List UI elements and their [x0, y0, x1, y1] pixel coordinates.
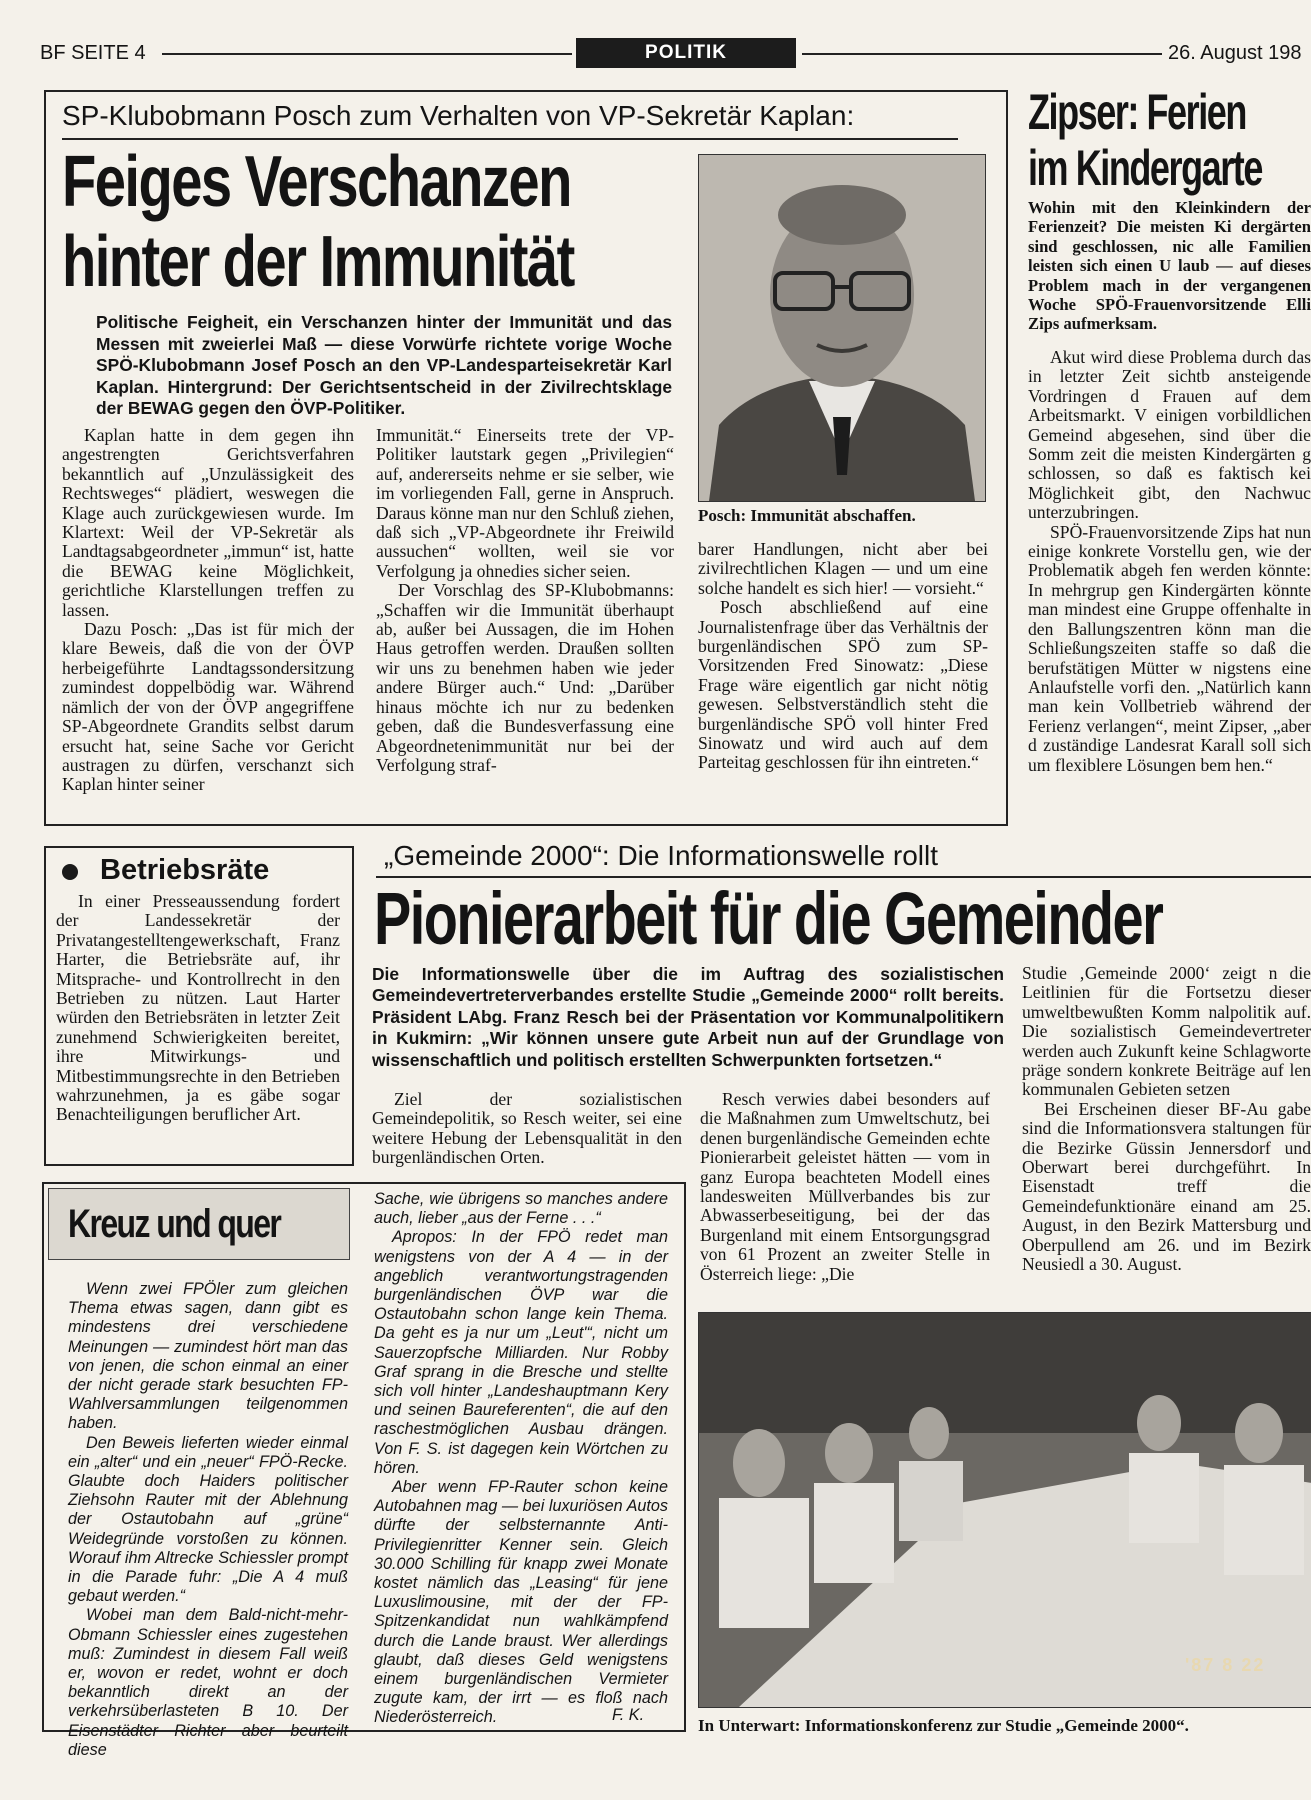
kreuz-col2-para-3: Aber wenn FP-Rauter schon keine Autobahnen mag — bei luxuriösen Autos dürfte der selbsternannte Anti-Privilegienritter Kenner sein. Gleich 30.000 Schilling für knapp zwei Monate kostet nämlich das „Leasing“ für jene Luxuslimousine, mit der der FP-Spitzenkandidat nun wahlkämpfend durch die Lande braust. Wer allerdings glaubt, daß dieses Geld wenigstens einem burgenländischen Vermieter zugute kam, der irrt — es floß nach Niederösterreich. [374, 1478, 668, 1727]
lead-kicker-rule [62, 138, 958, 140]
posch-portrait-drawing [699, 155, 985, 501]
gemeinde-kicker: „Gemeinde 2000“: Die Informationswelle rollt [384, 840, 939, 871]
gemeinde-col1-para: Ziel der sozialistischen Gemeindepolitik, so Resch weiter, sei eine weitere Hebung der Lebensqualität in den burgenländischen Orten. [372, 1089, 682, 1168]
gemeinde-col2-para: Resch verwies dabei besonders auf die Maßnahmen zum Umweltschutz, bei denen burgenländische Gemeinden echte Pionierarbeit geleistet hätten — vom in ganz Europa beachteten Modell eines landesweiten Müllverbandes bis zur Abwasserbeseitigung, bei der das Burgenland mit einem Entsorgungsgrad von 61 Prozent an zweiter Stelle in Österreich liege: „Die [700, 1089, 990, 1284]
conference-photo [698, 1312, 1311, 1708]
header-rule-right [802, 53, 1162, 55]
header-rule-left [162, 53, 572, 55]
side-intro: Wohin mit den Kleinkindern der Ferienzeit? Die meisten Ki dergärten sind geschlossen, nic alle Familien leisten sich einen U laub — auf dieses Problem mach in der vergangenen Woche SPÖ-Frauenvorsitzende Elli Zips aufmerksam. [1028, 198, 1311, 334]
gemeinde-intro: Die Informationswelle über die im Auftrag des sozialistischen Gemeindevertreterverbandes erstellte Studie „Gemeinde 2000“ rollt bereits. Präsident LAbg. Franz Resch bei der Präsentation vor Kommunalpolitikern in Kukmirn: „Wir können unsere gute Arbeit nun auf der Grundlage von wissenschaftlich und politisch erstellten Schwerpunkten fortsetzen.“ [372, 964, 1004, 1070]
kreuz-column-2 [374, 1190, 668, 1728]
side-body [1028, 348, 1311, 832]
kreuz-col1-para-1: Wenn zwei FPÖler zum gleichen Thema etwas sagen, dann gibt es mindestens drei verschiedene Meinungen — zumindest hört man das von jenen, die schon einmal an einer der nicht gerade stark besuchten FP-Wahlversammlungen teilgenommen haben. [68, 1280, 348, 1433]
lead-col2-para-2: Der Vorschlag des SP-Klubobmanns: „Schaffen wir die Immunität überhaupt ab, außer bei Aussagen, die im Hohen Haus getroffen werden. Draußen sollten wir uns zu benehmen haben wie jeder andere Bürger auch.“ Und: „Darüber hinaus möchte ich nur zu bedenken geben, daß die Bundesverfassung eine Abgeordnetenimmunität nur bei der Verfolgung straf- [376, 580, 674, 775]
lead-headline-line2: hinter der Immunität [62, 222, 574, 302]
kreuz-title: Kreuz und quer [68, 1202, 281, 1246]
bullet-icon [62, 864, 78, 880]
lead-kicker: SP-Klubobmann Posch zum Verhalten von VP-Sekretär Kaplan: [62, 100, 855, 131]
side-body-para-2: SPÖ-Frauenvorsitzende Zips hat nun einige konkrete Vorstellu gen, wie der Problematik abgeh fen werden könnte: In mehrgrup gen Kindergärten könnte man mindest eine Gruppe offenhalte in den Ballungszentren könn man die Schließungszeiten staffe so daß die berufstätigen Mütter w nigstens eine Anlaufstelle vorfi den. „Natürlich kann man kein Vollbetrieb während der Ferienz verlangen“, meint Zipser, „aber d zuständige Landesrat Karall soll sich um flexiblere Lösungen bem hen.“ [1028, 521, 1311, 775]
lead-intro: Politische Feigheit, ein Verschanzen hinter der Immunität und das Messen mit zweierlei Maß — diese Vorwürfe richtete vorige Woche SPÖ-Klubobmann Josef Posch an den VP-Landesparteisekretär Karl Kaplan. Hintergrund: Der Gerichtsentscheid in der Zivilrechtsklage der BEWAG gegen den ÖVP-Politiker. [96, 312, 672, 418]
side-headline-line1: Zipser: Ferien [1028, 84, 1246, 140]
photo-date-stamp: '87 8 22 [1185, 1655, 1266, 1675]
lead-col2-para-1: Immunität.“ Einerseits trete der VP-Politiker lautstark gegen „Privilegien“ auf, andererseits nehme er sie selber, wie im vorliegenden Fall, gerne in Anspruch. Daraus könne man nur den Schluß ziehen, daß sich „VP-Abgeordnete ihr Freiwild aussuchen“ wollten, weil sie vor Verfolgung ja ohnedies sicher seien. [376, 425, 674, 581]
lead-column-1 [62, 426, 354, 795]
page-date: 26. August 198 [1168, 42, 1302, 64]
lead-column-3 [698, 540, 988, 773]
lead-col3-para-1: barer Handlungen, nicht aber bei zivilrechtlichen Klagen — und um eine solche handelt es sich hier! — vorsieht.“ [698, 539, 988, 598]
page-header-left: BF SEITE 4 [40, 42, 146, 64]
gemeinde-column-1 [372, 1090, 682, 1168]
conference-scene-drawing [699, 1313, 1311, 1707]
posch-photo-caption: Posch: Immunität abschaffen. [698, 506, 916, 525]
side-headline-line2: im Kindergarte [1028, 140, 1262, 196]
lead-col1-para-1: Kaplan hatte in dem gegen ihn angestrengten Gerichtsverfahren bekanntlich auf „Unzulässigkeit des Rechtsweges“ plädiert, weswegen die Klage auch zurückgewiesen wurde. Im Klartext: Weil der VP-Sekretär als Landtagsabgeordneter „immun“ ist, hatte die BEWAG keine Möglichkeit, gerichtliche Klarstellungen treffen zu lassen. [62, 425, 354, 620]
kreuz-signature: F. K. [612, 1706, 645, 1724]
gemeinde-column-2 [700, 1090, 990, 1284]
kreuz-col2-para-2: Apropos: In der FPÖ redet man wenigstens von der A 4 — in der angeblich verantwortungstragenden burgenländischen ÖVP war die Ostautobahn schon lange kein Thema. Da geht es ja nur um „Leut'“, nicht um Sauerzopfsche Milliarden. Nur Robby Graf sprang in die Bresche und stellte sich voll hinter „Landeshauptmann Kery und seinen Baureferenten“, die auf den raschestmöglichen Ausbau drängen. Von F. S. ist dagegen kein Wörtchen zu hören. [374, 1228, 668, 1477]
kreuz-column-1 [68, 1280, 348, 1760]
kreuz-col2-para-1: Sache, wie übrigens so manches andere auch, lieber „aus der Ferne . . .“ [374, 1190, 668, 1228]
betriebsraete-title: Betriebsräte [100, 854, 270, 886]
gemeinde-column-3 [1022, 964, 1311, 1282]
conference-photo-caption: In Unterwart: Informationskonferenz zur Studie „Gemeinde 2000“. [698, 1716, 1189, 1735]
gemeinde-headline: Pionierarbeit für die Gemeinder [374, 877, 1163, 960]
posch-photo [698, 154, 986, 502]
gemeinde-col3-para-2: Bei Erscheinen dieser BF-Au gabe sind die Informationsvera staltungen für die Bezirke Güssin Jennersdorf und Oberwart berei durchgeführt. In Eisenstadt treff die Gemeindefunktionäre einand am 25. August, in den Bezirk Mattersburg und Oberpullend am 26. und im Bezirk Neusiedl a 30. August. [1022, 1098, 1311, 1275]
lead-headline-line1: Feiges Verschanzen [62, 142, 571, 222]
lead-col1-para-2: Dazu Posch: „Das ist für mich der klare Beweis, daß die von der ÖVP herbeigeführte Landtagssondersitzung zumindest doppelbödig war. Während nämlich der von der ÖVP angegriffene SP-Abgeordnete Grandits selbst darum ersucht hat, seine Sache vor Gericht austragen zu dürfen, verschanzt sich Kaplan hinter seiner [62, 619, 354, 795]
betriebsraete-para: In einer Presseaussendung fordert der Landessekretär der Privatangestelltengewerkschaft, Franz Harter, die Betriebsräte auf, ihr Mitsprache- und Kontrollrecht in den Betrieben zu nützen. Laut Harter würden den Betriebsräten in letzter Zeit zunehmend Schwierigkeiten bereitet, ihre Mitwirkungs- und Mitbestimmungsrechte in den Betrieben wahrzunehmen, ja es gäbe sogar Benachteiligungen beruflicher Art. [56, 891, 340, 1125]
kreuz-col1-para-2: Den Beweis lieferten wieder einmal ein „alter“ und ein „neuer“ FPÖ-Recke. Glaubte doch Haiders politischer Ziehsohn Rauter mit der Ablehnung der Ostautobahn auf „grüne“ Weidegründe vorstoßen zu können. Worauf ihm Altrecke Schiessler prompt in die Parade fuhr: „Die A 4 muß gebaut werden.“ [68, 1433, 348, 1606]
lead-col3-para-2: Posch abschließend auf eine Journalistenfrage über das Verhältnis der burgenländischen SPÖ zum SP-Vorsitzenden Fred Sinowatz: „Diese Frage wäre eigentlich gar nicht nötig gewesen. Selbstverständlich steht die burgenländische SPÖ voll hinter Fred Sinowatz und wird auch auf dem Parteitag geschlossen für ihn eintreten.“ [698, 597, 988, 773]
section-label: POLITIK [576, 38, 796, 68]
side-body-para-1: Akut wird diese Problema durch das in letzter Zeit sichtb ansteigende Vordringen d Frauen auf dem Arbeitsmarkt. V einigen vorbildlichen Gemeind abgesehen, sind über die Somm zeit die meisten Kindergärten g schlossen, so daß es faktisch kei Möglichkeit gibt, den Nachwuc unterzubringen. [1028, 348, 1311, 523]
kreuz-col1-para-3: Wobei man dem Bald-nicht-mehr-Obmann Schiessler eines zugestehen muß: Zumindest in diesem Fall weiß er, wovon er redet, wohnt er doch bekanntlich direkt an der verkehrsüberlasteten B 10. Der Eisenstädter Richter aber beurteilt diese [68, 1606, 348, 1759]
gemeinde-col3-para-1: Studie ‚Gemeinde 2000‘ zeigt n die Leitlinien für die Fortsetzu dieser umweltbewußten Komm nalpolitik auf. Die sozialistisch Gemeindevertreter werden auch Zukunft keine Schlagworte präge sondern konkrete Beiträge auf len kommunalen Gebieten setzen [1022, 964, 1311, 1100]
betriebsraete-text [56, 892, 340, 1125]
lead-column-2 [376, 426, 674, 775]
